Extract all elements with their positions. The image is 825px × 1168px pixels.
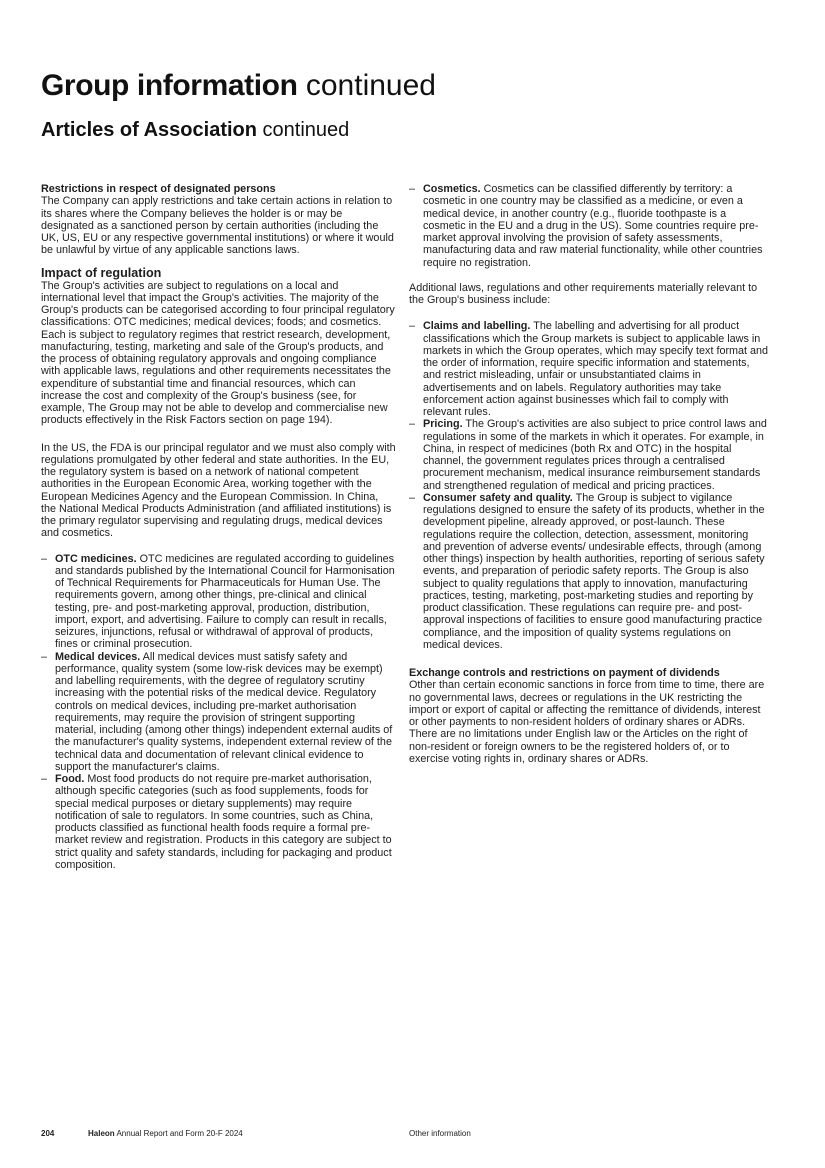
left-column [41,183,396,871]
exchange-controls-heading: Exchange controls and restrictions on payment of dividends [409,667,720,679]
dash-marker: – [41,552,48,565]
list-item-label: Medical devices. [55,650,141,663]
report-title: Annual Report and Form 20-F 2024 [116,1129,243,1138]
list-item-label: Food. [55,773,85,785]
exchange-controls-body: Other than certain economic sanctions in force from time to time, there are no governmental laws, decrees or regulations in the UK restricting the import or export of capital or affecting the remittance of dividends, interest or other payments to non-resident holders of ordinary shares or ADRs. There are no limitations under English law or the Articles on the right of non-resident or foreign owners to be the registered holders of, or to exercise voting rights in, ordinary shares or ADRs. [409,679,765,765]
list-item-claims-labelling [409,320,769,418]
right-column [409,183,769,765]
list-item-text: The Group is subject to vigilance regulations designed to ensure the safety of its products, whether in the development pipeline, already approved, or post-launch. These regulations require the collection, detection, assessment, monitoring and prevention of adverse events/ undesirable effects, through (among other things) inspection by health authorities, reporting of serious safety events, and preparation of periodic safety reports. The Group is also subject to quality regulations that apply to innovation, manufacturing practices, testing, marketing, post-marketing studies and reporting by product classification. These regulations can require pre- and post-approval inspections of facilities to ensure good manufacturing practice compliance, and the imposition of quality systems regulations on medical devices. [423,491,765,651]
impact-paragraph-1: The Group's activities are subject to regulations on a local and international level that impact the Group's activities. The majority of the Group's products can be categorised according to four principal regulatory classifications: OTC medicines; medical devices; foods; and cosmetics. Each is subject to regulatory regimes that restrict research, development, manufacturing, testing, marketing and sale of the Group's products, and the process of obtaining regulatory approvals and ongoing compliance with applicable laws, regulations and other requirements necessitates the expenditure of substantial time and financial resources, which can increase the cost and complexity of the Group's business (see, for example, The Group may not be able to develop and commercialise new products effectively in the Risk Factors section on page 194). [41,279,395,427]
dash-marker: – [41,773,48,785]
list-item-cosmetics [409,183,769,269]
brand-logo: Haleon [88,1129,115,1138]
list-item-text: The labelling and advertising for all product classifications which the Group markets is subject to applicable laws in markets in which the Group operates, which may specify text format and the order of information, require specific information and statements, and restrict misleading, unfair or unsubstantiated claims in advertisements and on labels. Regulatory authorities may take enforcement action against businesses which fail to comply with relevant rules. [423,320,769,418]
additional-requirements-intro: Additional laws, regulations and other requirements materially relevant to the Group's business include: [409,281,758,306]
restrictions-heading: Restrictions in respect of designated persons [41,183,276,195]
page-title-bold: Group information [41,69,298,102]
restrictions-body: The Company can apply restrictions and take certain actions in relation to its shares where the Company believes the holder is or may be designated as a sanctioned person by certain authorities (including the UK, US, EU or any respective governmental institutions) or where it would be unlawful by virtue of any applicable sanctions laws. [41,195,394,257]
list-item-food [41,773,396,871]
dash-marker: – [41,650,48,663]
page-title-continued: continued [305,69,436,102]
list-item-label: Pricing. [423,418,463,431]
list-item-text: OTC medicines are regulated according to guidelines and standards published by the International Council for Harmonisation of Technical Requirements for Pharmaceuticals for Human Use. The requirements govern, among other things, pre-clinical and clinical testing, pre- and post-marketing approval, production, distribution, import, export, and advertising. Failure to comply can result in recalls, seizures, injunctions, refusal or withdrawal of approval of products, fines or criminal prosecution. [55,552,395,651]
list-item-text: All medical devices must satisfy safety and performance, quality system (some low-risk devices may be exempt) and labelling requirements, with the degree of regulatory scrutiny increasing with the potential risks of the medical device. Regulatory controls on medical devices, including pre-market authorisation requirements, may require the provision of stringent supporting material, including (among other things) independent external audits of the manufacturer's quality systems, independent external review of the technical data and documentation of relevant clinical evidence to support the manufacturer's claims. [55,650,393,773]
page-number [41,1129,54,1139]
section-title-continued: continued [262,119,350,141]
classification-list [41,553,396,872]
section-title [41,116,349,144]
page-title [41,66,436,106]
list-item-text: The Group's activities are also subject to price control laws and regulations in some of the markets in which it operates. For example, in China, in respect of medicines (both Rx and OTC) in the hospital channel, the government regulates prices through a centralised procurement mechanism, medical insurance reimbursement standards and strengthened regulation of medical and pricing practices. [423,418,767,492]
list-item-pricing [409,418,769,492]
cosmetics-list [409,183,769,269]
list-item-otc-medicines [41,553,396,651]
footer-section-name: Other information [409,1129,471,1138]
list-item-text: Most food products do not require pre-market authorisation, although specific categories (such as food supplements, foods for special medical purposes or dietary supplements) may require notification of sale to regulators. In some countries, such as China, products classified as functional health foods require a formal pre-market review and registration. Products in this category are subject to strict quality and safety standards, including for packaging and product composition. [55,773,392,871]
page-number-value: 204 [41,1129,55,1138]
dash-marker: – [409,183,416,195]
impact-heading: Impact of regulation [41,265,162,280]
impact-paragraph-2: In the US, the FDA is our principal regulator and we must also comply with regulations promulgated by other federal and state authorities. In the EU, the regulatory system is based on a network of national competent authorities in the European Economic Area, working together with the European Medicines Agency and the European Commission. In China, the National Medical Products Administration (and affiliated institutions) is the primary regulator supervising and regulating drugs, medical devices and cosmetics. [41,441,396,540]
list-item-label: OTC medicines. [55,552,137,565]
footer-report [88,1129,243,1139]
dash-marker: – [409,418,416,431]
dash-marker: – [409,320,416,333]
list-item-medical-devices [41,651,396,774]
list-item-label: Consumer safety and quality. [423,491,573,504]
footer-section [409,1129,471,1139]
list-item-label: Claims and labelling. [423,320,531,333]
requirements-list [409,320,769,651]
list-item-text: Cosmetics can be classified differently by territory: a cosmetic in one country may be classified as a medicine, or even a medical device, in another country (e.g., fluoride toothpaste is a cosmetic in the EU and a drug in the US). Some countries require pre-market approval involving the provision of safety assessments, manufacturing data and raw material functionality, while other countries require no registration. [423,183,763,269]
section-title-bold: Articles of Association [41,119,257,141]
list-item-consumer-safety [409,492,769,651]
dash-marker: – [409,491,416,504]
list-item-label: Cosmetics. [423,183,481,195]
